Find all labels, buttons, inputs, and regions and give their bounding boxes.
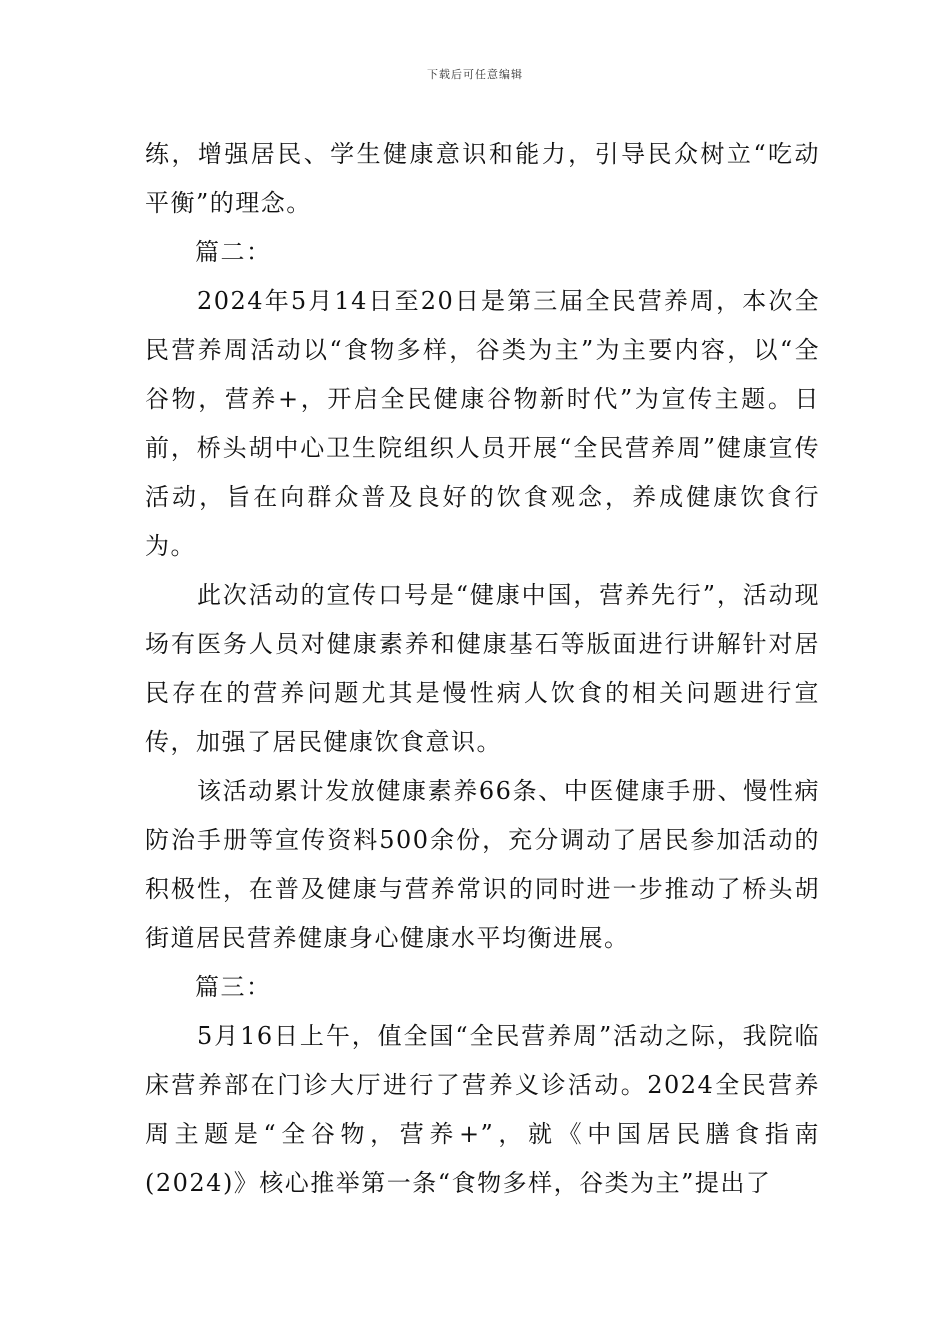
paragraph-activity-slogan: 此次活动的宣传口号是“健康中国，营养先行”，活动现场有医务人员对健康素养和健康基石等版面进行讲解针对居民存在的营养问题尤其是慢性病人饮食的相关问题进行宣传，加强了居民健康饮食意识。 [145,581,820,756]
page-header-note: 下载后可任意编辑 [427,68,523,81]
paragraph-continuation: 练，增强居民、学生健康意识和能力，引导民众树立“吃动平衡”的理念。 [145,140,820,217]
section-heading-3: 篇三： [195,973,272,1001]
section-heading-2: 篇二： [195,238,272,266]
document-body [145,130,820,1208]
paragraph-clinic-event: 5月16日上午，值全国“全民营养周”活动之际，我院临床营养部在门诊大厅进行了营养义诊活动。2024全民营养周主题是“全谷物，营养+”，就《中国居民膳食指南(2024)》核心推举第一条“食物多样，谷类为主”提出了 [145,1022,820,1197]
paragraph-nutrition-week-intro: 2024年5月14日至20日是第三届全民营养周，本次全民营养周活动以“食物多样，谷类为主”为主要内容，以“全谷物，营养+，开启全民健康谷物新时代”为宣传主题。日前，桥头胡中心卫生院组织人员开展“全民营养周”健康宣传活动，旨在向群众普及良好的饮食观念，养成健康饮食行为。 [145,287,820,560]
paragraph-activity-results: 该活动累计发放健康素养66条、中医健康手册、慢性病防治手册等宣传资料500余份，充分调动了居民参加活动的积极性，在普及健康与营养常识的同时进一步推动了桥头胡街道居民营养健康身心健康水平均衡进展。 [145,777,820,952]
